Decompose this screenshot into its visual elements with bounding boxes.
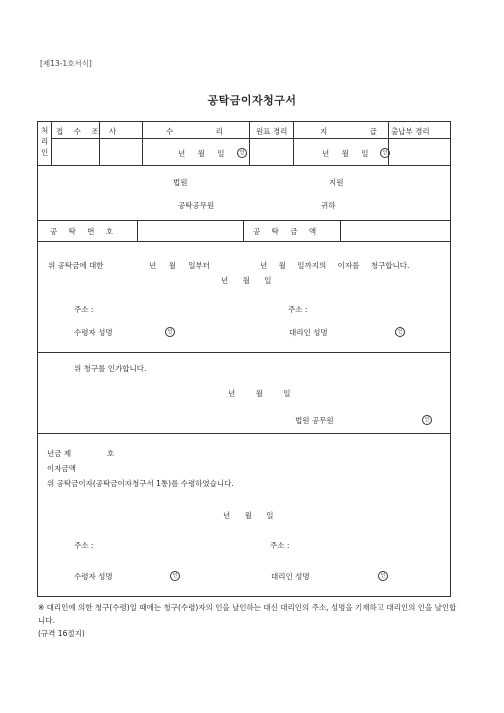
deposit-amount-label: 공 탁 금 액 — [253, 227, 317, 236]
approval-date: 년 월 일 — [228, 389, 291, 398]
seal-icon: 인 — [165, 327, 175, 337]
claim-date: 년 월 일 — [221, 276, 272, 285]
divider — [137, 220, 138, 241]
header-reception: 접 수 조 사 — [56, 127, 117, 136]
receipt-agent-address-label: 주소 : — [270, 541, 290, 550]
receipt-recipient-label: 수령자 성명 — [74, 572, 113, 581]
claim-form — [37, 121, 451, 597]
receipt-date: 년 월 일 — [223, 511, 274, 520]
seal-icon: 인 — [380, 148, 390, 158]
recipient-name-label: 수령자 성명 — [74, 328, 113, 337]
officer-label: 공탁공무원 — [178, 201, 215, 210]
divider — [51, 138, 450, 139]
divider — [388, 122, 389, 165]
addressee: 귀하 — [321, 201, 336, 210]
approval-sentence: 위 청구를 인가합니다. — [74, 364, 147, 373]
receipt-agent-label: 대리인 성명 — [271, 572, 310, 581]
acceptance-date: 년 월 일 — [178, 149, 225, 158]
footnote: ※ 대리인에 의한 청구(수령)일 때에는 청구(수령)자의 인을 날인하는 대신 대리인의 주소, 성명을 기재하고 대리인의 인을 날인합니다. — [38, 603, 457, 625]
divider — [340, 220, 341, 241]
divider — [38, 241, 450, 242]
divider — [243, 220, 244, 241]
header-accounting: 출납부 경리 — [391, 127, 430, 136]
deposit-number-label: 공 탁 번 호 — [50, 227, 114, 236]
form-code: [제13-1호서식] — [40, 59, 92, 68]
divider — [38, 352, 450, 353]
divider — [293, 122, 294, 165]
seal-icon: 인 — [378, 571, 388, 581]
receipt-address-label: 주소 : — [74, 541, 94, 550]
header-ledger: 원표 경리 — [256, 127, 288, 136]
payment-date: 년 월 일 — [322, 149, 369, 158]
agent-name-label: 대리인 성명 — [289, 328, 328, 337]
header-payment: 지 급 — [320, 127, 377, 136]
header-acceptance: 수 리 — [166, 127, 223, 136]
seal-icon: 인 — [237, 148, 247, 158]
court-label: 법원 — [173, 178, 188, 187]
processor-side-label: 처 리 인 — [41, 126, 49, 157]
agent-address-label: 주소 : — [288, 305, 308, 314]
divider — [38, 433, 450, 434]
page-title: 공탁금이자청구서 — [207, 94, 297, 107]
court-officer-label: 법원 공무원 — [295, 416, 334, 425]
rule-reference: (규격 16절지) — [38, 629, 85, 638]
claimant-address-label: 주소 : — [74, 305, 94, 314]
seal-icon: 인 — [422, 415, 432, 425]
claim-sentence-c: 년 월 일까지의 이자를 청구합니다. — [260, 261, 410, 270]
claim-sentence-b: 년 월 일부터 — [149, 261, 210, 270]
claim-sentence-a: 위 공탁금에 대한 — [48, 261, 104, 270]
divider — [38, 220, 450, 221]
receipt-sentence: 위 공탁금이자(공탁금이자청구서 1통)를 수령하였습니다. — [47, 479, 234, 488]
seal-icon: 인 — [395, 327, 405, 337]
interest-amount-label: 이자금액 — [47, 464, 76, 473]
divider — [142, 122, 143, 165]
seal-icon: 인 — [170, 571, 180, 581]
receipt-year-label: 년금 제 — [47, 449, 72, 458]
branch-label: 지원 — [329, 178, 344, 187]
divider — [51, 122, 52, 165]
divider — [38, 165, 450, 166]
receipt-no-label: 호 — [107, 449, 115, 458]
divider — [249, 122, 250, 165]
